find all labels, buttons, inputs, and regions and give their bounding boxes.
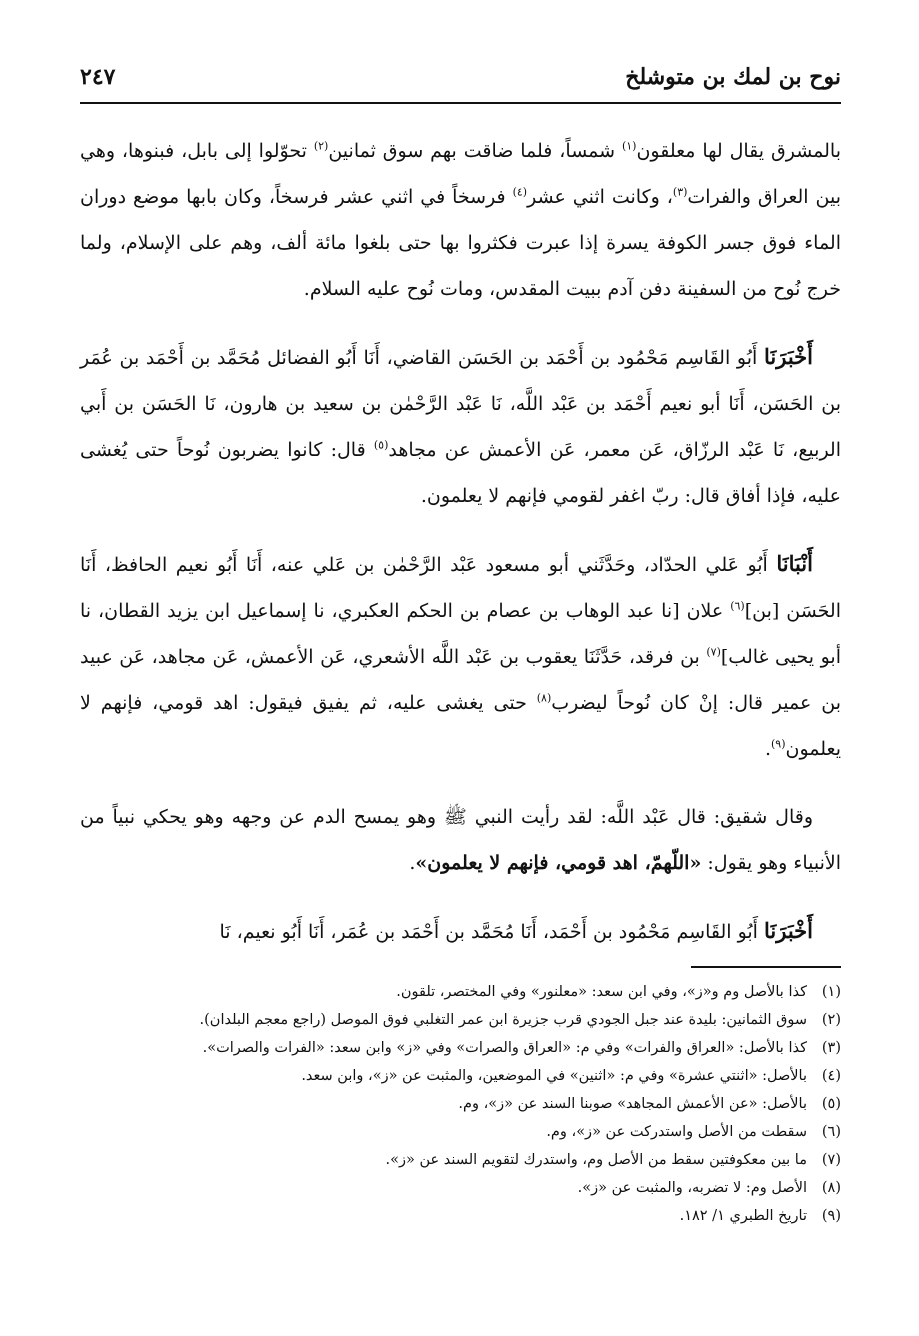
isnad-lead-word: أَخْبَرَنَا <box>764 918 813 943</box>
footnote-text: سوق الثمانين: بليدة عند جبل الجودي قرب جزيرة ابن عمر التغلبي فوق الموصل (راجع معجم البلدان). <box>199 1012 807 1028</box>
footnote-ref-4[interactable]: (٤) <box>512 185 528 199</box>
footnote-ref-5[interactable]: (٥) <box>373 438 389 452</box>
paragraph-5 <box>80 908 841 955</box>
text-run: بن فرقد، حَدَّثَنَا يعقوب بن عَبْد اللَّه الأشعري، عَن الأعمش، عَن مجاهد، عَن عبيد بن عمير قال: إنْ كان نُوحاً ليضرب <box>80 646 841 714</box>
isnad-lead-word: أَنْبَانَا <box>776 551 813 576</box>
footnote-number: (٧) <box>821 1152 841 1168</box>
footnote-ref-6[interactable]: (٦) <box>730 599 745 613</box>
footnote-text: ما بين معكوفتين سقط من الأصل وم، واستدرك لتقويم السند عن «ز». <box>385 1152 807 1168</box>
footnote-text: الأصل وم: لا تضربه، والمثبت عن «ز». <box>577 1180 807 1196</box>
footnote-5 <box>80 1090 841 1118</box>
text-run: . <box>409 852 416 874</box>
text-run: تحوّلوا إلى بابل، فبنوها، وهي بين العراق والفرات <box>80 140 841 208</box>
paragraph-3 <box>80 541 841 772</box>
footnotes <box>80 978 841 1230</box>
footnote-ref-7[interactable]: (٧) <box>706 645 721 659</box>
footnote-number: (٦) <box>821 1124 841 1140</box>
footnote-6 <box>80 1118 841 1146</box>
footnote-3 <box>80 1034 841 1062</box>
text-run: وقال شقيق: قال عَبْد اللَّه: لقد رأيت النبي ﷺ وهو يمسح الدم عن وجهه وهو يحكي نبياً من الأنبياء وهو يقول: <box>80 806 841 874</box>
footnote-rule <box>691 966 841 968</box>
footnote-8 <box>80 1174 841 1202</box>
text-run: شمساً، فلما ضاقت بهم سوق ثمانين <box>328 140 622 162</box>
footnote-ref-1[interactable]: (١) <box>621 139 637 153</box>
text-run: علان [نا عبد الوهاب بن عصام بن الحكم العكبري، نا إسماعيل ابن يزيد القطان، نا أبو يحيى غالب] <box>80 600 841 668</box>
footnote-number: (٥) <box>821 1096 841 1112</box>
footnote-1 <box>80 978 841 1006</box>
prophetic-quote: «اللّهمّ، اهد قومي، فإنهم لا يعلمون» <box>415 852 702 874</box>
footnote-number: (٣) <box>821 1040 841 1056</box>
footnote-7 <box>80 1146 841 1174</box>
footnote-number: (١) <box>821 984 841 1000</box>
text-run: فرسخاً في اثني عشر فرسخاً، وكان بابها موضع دوران الماء فوق جسر الكوفة يسرة إذا عبرت فكثروا بها حتى بلغوا مائة ألف، وهم على الإسلام، ولما خرج نُوح من السفينة دفن آدم ببيت المقدس، ومات نُوح عليه السلام. <box>80 186 841 300</box>
header-rule <box>80 102 841 104</box>
footnote-text: بالأصل: «اثنتي عشرة» وفي م: «اثنين» في الموضعين، والمثبت عن «ز»، وابن سعد. <box>301 1068 807 1084</box>
paragraph-2 <box>80 334 841 519</box>
footnote-ref-3[interactable]: (٣) <box>672 185 688 199</box>
running-title: نوح بن لمك بن متوشلخ <box>625 64 841 90</box>
text-run: أَبُو القَاسِم مَحْمُود بن أَحْمَد بن الحَسَن القاضي، أَنَا أَبُو الفضائل مُحَمَّد بن أَحْمَد بن عُمَر بن الحَسَن، أَنَا أبو نعيم أَحْمَد بن عَبْد اللَّه، نَا عَبْد الرَّحْمٰن بن سعيد بن هارون، نَا الحَسَن بن أَبي الربيع، نَا عَبْد الرزّاق، عَن معمر، عَن الأعمش عن مجاهد <box>80 347 842 461</box>
footnote-number: (٢) <box>821 1012 841 1028</box>
footnote-number: (٨) <box>821 1180 841 1196</box>
paragraph-1 <box>80 128 841 312</box>
text-run: ، وكانت اثني عشر <box>527 186 673 208</box>
footnote-text: كذا بالأصل: «العراق والفرات» وفي م: «العراق والصرات» وفي «ز» وابن سعد: «الفرات والصرات». <box>202 1040 807 1056</box>
footnote-text: سقطت من الأصل واستدركت عن «ز»، وم. <box>546 1124 807 1140</box>
isnad-lead-word: أَخْبَرَنَا <box>764 344 813 369</box>
text-run: قال: كانوا يضربون نُوحاً حتى يُغشى عليه، فإذا أفاق قال: ربّ اغفر لقومي فإنهم لا يعلمون. <box>80 439 841 507</box>
footnote-2 <box>80 1006 841 1034</box>
text-run: أَبُو عَلي الحدّاد، وحَدَّثَني أبو مسعود عَبْد الرَّحْمٰن بن عَلي عنه، أَنَا أَبُو نعيم الحافظ، أَنَا الحَسَن [بن] <box>80 554 841 622</box>
text-run: حتى يغشى عليه، ثم يفيق فيقول: اهد قومي، فإنهم لا يعلمون <box>80 692 841 760</box>
footnote-ref-9[interactable]: (٩) <box>770 737 786 751</box>
footnote-4 <box>80 1062 841 1090</box>
footnote-text: تاريخ الطبري ١/ ١٨٢. <box>679 1208 807 1224</box>
footnote-ref-8[interactable]: (٨) <box>536 691 552 705</box>
footnote-9 <box>80 1202 841 1230</box>
text-run: أَبُو القَاسِم مَحْمُود بن أَحْمَد، أَنَا مُحَمَّد بن أَحْمَد بن عُمَر، أَنَا أَبُو نعيم، نَا <box>219 921 765 943</box>
page-number: ٢٤٧ <box>80 64 116 90</box>
page-header <box>80 62 841 102</box>
main-text <box>80 128 841 977</box>
paragraph-4 <box>80 794 841 886</box>
footnote-text: بالأصل: «عن الأعمش المجاهد» صوبنا السند عن «ز»، وم. <box>458 1096 807 1112</box>
footnote-text: كذا بالأصل وم و«ز»، وفي ابن سعد: «معلنور» وفي المختصر، تلقون. <box>396 984 807 1000</box>
text-run: بالمشرق يقال لها معلقون <box>636 140 841 162</box>
footnote-number: (٤) <box>821 1068 841 1084</box>
footnote-number: (٩) <box>821 1208 841 1224</box>
footnote-ref-2[interactable]: (٢) <box>313 139 329 153</box>
text-run: . <box>764 738 771 760</box>
